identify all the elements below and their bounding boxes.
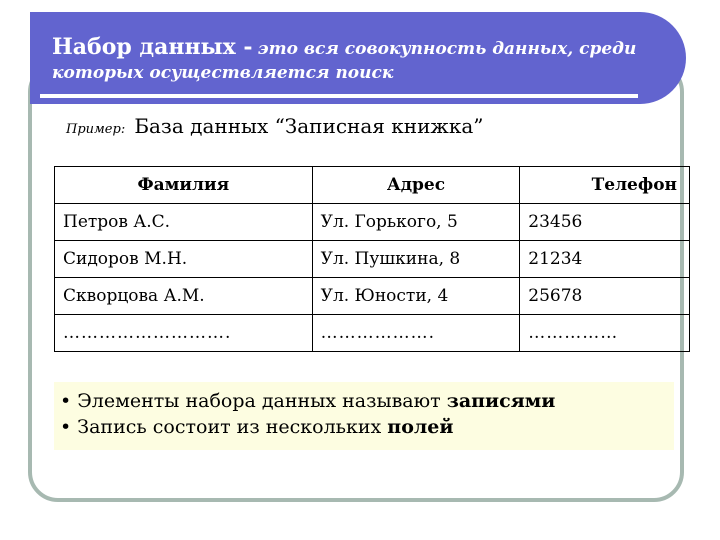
column-header-address: Адрес [312,167,520,204]
table-header-row [55,167,690,204]
table-cell: Скворцова А.М. [55,278,313,315]
example-title: База данных “Записная книжка” [134,114,484,138]
table-cell: Сидоров М.Н. [55,241,313,278]
note-text: Элементы набора данных называют [77,390,447,412]
note-term-records: записями [446,390,556,412]
note-text: Запись состоит из нескольких [77,415,388,438]
table-row [55,278,690,315]
address-book-table [54,166,690,352]
table-cell: ………………. [312,315,520,352]
title-italic: это вся совокупность данных, среди которых осуществляется поиск [52,39,637,84]
table-cell: ………………………. [55,315,313,352]
table-row [55,241,690,278]
note-line-records: • Элементы набора данных называют записями [60,390,556,412]
table-cell: Ул. Горького, 5 [312,204,520,241]
table-cell: 21234 [520,241,690,278]
table-cell: 25678 [520,278,690,315]
table-cell: Петров А.С. [55,204,313,241]
table-row [55,315,690,352]
notes-box [54,382,674,450]
note-term-fields: полей [387,415,454,438]
table-cell: Ул. Юности, 4 [312,278,520,315]
example-line [66,114,483,138]
example-label: Пример: [66,122,126,137]
column-header-surname: Фамилия [55,167,313,204]
title-divider [40,94,638,98]
slide-title [52,32,652,86]
title-bold: Набор данных - [52,34,253,60]
table-cell: 23456 [520,204,690,241]
table-row [55,204,690,241]
table-cell: Ул. Пушкина, 8 [312,241,520,278]
column-header-phone: Телефон [520,167,690,204]
table-cell: …………… [520,315,690,352]
note-line-fields: • Запись состоит из нескольких полей [60,415,454,438]
